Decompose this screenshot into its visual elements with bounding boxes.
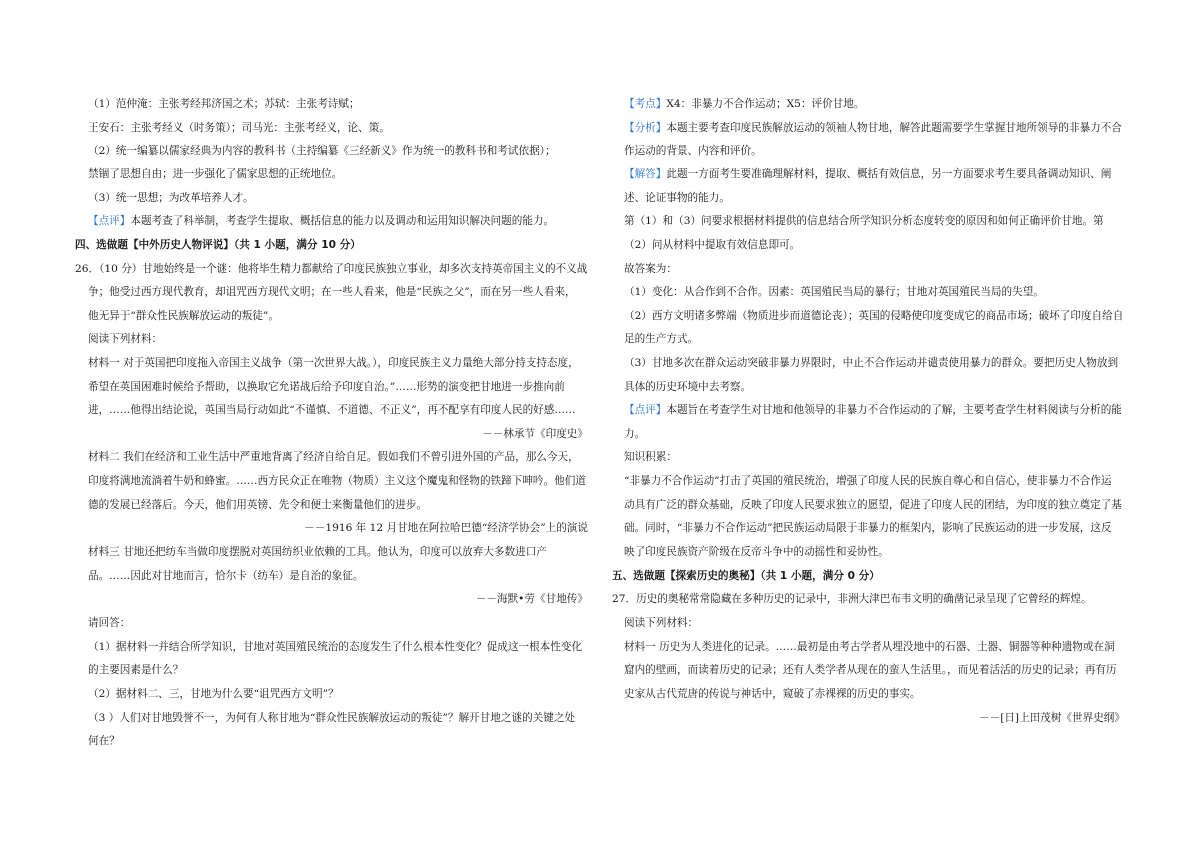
line-text: 品。……因此对甘地而言，恰尔卡（纺车）是自治的象征。 [88,570,364,582]
line-text: 26．（10 分）甘地始终是一个谜：他将毕生精力都献给了印度民族独立事业，却多次支持英帝国主义的不义战 [75,263,588,275]
text-line [88,734,120,748]
line-text: 王安石：主张考经义（时务策）；司马光：主张考经义，论、策。 [88,122,390,134]
text-line [624,545,889,559]
text-line [88,356,579,370]
line-text: －－1916 年 12 月甘地在阿拉哈巴德“经济学协会”上的演说 [304,522,588,534]
line-text: 27．历史的奥秘常常隐藏在多种历史的记录中，非洲大津巴布韦文明的确凿记录呈现了它曾经的辉煌。 [612,593,1092,605]
text-line [624,214,1104,228]
line-text: 五、选做题【探索历史的奥秘】（共 1 小题，满分 0 分） [612,570,880,582]
text-line [88,474,586,488]
text-line [75,262,587,276]
text-line [624,640,1115,654]
line-text: 他无异于“群众性民族解放运动的叛徒”。 [88,310,279,322]
text-line [88,309,279,323]
text-line [624,309,1123,323]
text-line [482,427,588,441]
line-text: （2）统一编纂以儒家经典为内容的教科书（主持编纂《三经新义》作为统一的教科书和考试依据）； [88,145,556,157]
line-text: 材料三 甘地还把纺车当做印度摆脱对英国纺织业依赖的工具。他认为，印度可以放弃大多数进口产 [88,546,547,558]
line-text: 阅读下列材料： [88,333,163,345]
section-tag: 【点评】 [88,215,131,227]
line-text: 进，……他得出结论说，英国当局行动如此“不谨慎、不道德、不正义”，再不配享有印度人民的好感…… [88,404,576,416]
section-tag: 【分析】 [624,122,667,134]
line-text: －－海默•劳《甘地传》 [475,593,588,605]
line-text: （2）西方文明诸多弊端（物质进步而道德论丧）；英国的侵略使印度变成它的商品市场；破坏了印度自给自 [624,310,1124,322]
line-text: 映了印度民族资产阶级在反帝斗争中的动摇性和妥协性。 [624,546,889,558]
text-line [624,97,864,111]
text-line [624,474,1112,488]
line-text: 足的生产方式。 [624,333,699,345]
text-line [624,521,1112,535]
text-line [88,569,363,583]
line-text: （1）变化：从合作到不合作。因素：英国殖民当局的暴行；甘地对英国殖民当局的失望。 [624,286,1044,298]
text-line [624,427,645,441]
text-line [624,450,677,464]
text-line [88,285,576,299]
text-line [88,332,162,346]
line-text: 第（1）和（3）问要求根据材料提供的信息结合所学知识分析态度转变的原因和如何正确评价甘地。第 [624,215,1104,227]
section-tag: 【解答】 [624,168,667,180]
line-text: 请回答： [88,617,131,629]
line-text: 故答案为： [624,263,677,275]
section-tag: 【考点】 [624,98,667,110]
text-line [624,238,800,252]
section-heading [75,238,361,252]
line-text: 印度将满地流淌着牛奶和蜂蜜。……西方民众正在唯物（物质）主义这个魔鬼和怪物的铁蹄下呻吟。他们道 [88,475,586,487]
line-text: 具体的历史环境中去考察。 [624,381,752,393]
text-line [624,687,921,701]
line-text: 阅读下列材料： [624,617,699,629]
text-line [88,545,547,559]
line-text: （1）范仲淹：主张考经邦济国之术；苏轼：主张考诗赋； [88,98,360,110]
text-line [624,616,698,630]
line-text: 德的发展已经落后。今天，他们用英镑、先令和便士来衡量他们的进步。 [88,499,427,511]
text-line [624,332,698,346]
text-line [624,262,677,276]
line-text: 材料一 对于英国把印度拖入帝国主义战争（第一次世界大战。），印度民族主义力量绝大部分持支持态度， [88,357,579,369]
line-text: －－林承节《印度史》 [482,428,588,440]
text-line [979,711,1125,725]
line-text: 本题旨在考查学生对甘地和他领导的非暴力不合作运动的了解，主要考查学生材料阅读与分析的能 [666,404,1122,416]
text-line [88,403,576,417]
line-text: 述、论证事物的能力。 [624,192,730,204]
line-text: 力。 [624,428,646,440]
text-line [624,191,730,205]
text-line [88,498,427,512]
line-text: “非暴力不合作运动”打击了英国的殖民统治，增强了印度人民的民族自尊心和自信心，使非暴力不合作运 [624,475,1112,487]
text-line [624,144,762,158]
line-text: 窟内的壁画，而读着历史的记录；还有人类学者从现在的蛮人生活里。，而见着活活的历史的记录；再有历 [624,664,1117,676]
line-text: （3 ）人们对甘地毁誉不一，为何有人称甘地为“群众性民族解放运动的叛徒”？解开甘地之谜的关键之处 [88,712,576,724]
section-heading [612,569,880,583]
section-tag: 【点评】 [624,404,667,416]
text-line [624,167,1111,181]
line-text: 禁锢了思想自由；进一步强化了儒家思想的正统地位。 [88,168,343,180]
line-text: （2）据材料二、三，甘地为什么要“诅咒西方文明”？ [88,688,339,700]
text-line [88,616,130,630]
line-text: 此题一方面考生要准确理解材料，提取、概括有效信息，另一方面要求考生要具备调动知识、阐 [666,168,1112,180]
line-text: 材料一 历史为人类进化的记录。……最初是由考古学者从埋没地中的石器、土器、铜器等种种遗物或在洞 [624,641,1115,653]
line-text: 材料二 我们在经济和工业生活中严重地背离了经济自给自足。假如我们不曾引进外国的产品，那么今天， [88,451,579,463]
line-text: （2）问从材料中提取有效信息即可。 [624,239,801,251]
text-line [88,663,183,677]
text-line [612,592,1092,606]
line-text: 争；他受过西方现代教育，却诅咒西方现代文明；在一些人看来，他是“民族之父”，而在另一些人看来， [88,286,576,298]
text-line [88,167,342,181]
line-text: 何在？ [88,735,120,747]
text-line [476,592,588,606]
text-line [88,380,565,394]
text-line [624,403,1122,417]
line-text: （1）据材料一并结合所学知识，甘地对英国殖民统治的态度发生了什么根本性变化？促成这一根本性变化 [88,641,583,653]
text-line [624,121,1122,135]
text-line [88,97,360,111]
line-text: 础。同时，“非暴力不合作运动”把民族运动局限于非暴力的框架内，影响了民族运动的进一步发展，这反 [624,522,1112,534]
line-text: －－[日]上田茂树《世界史纲》 [979,712,1125,724]
line-text: 动具有广泛的群众基础，反映了印度人民要求独立的愿望，促进了印度人民的团结，为印度的独立奠定了基 [624,499,1122,511]
line-text: 知识积累： [624,451,677,463]
text-line [88,191,254,205]
text-line [88,450,579,464]
line-text: （3）甘地多次在群众运动突破非暴力界限时，中止不合作运动并谴责使用暴力的群众。要把历史人物放到 [624,357,1119,369]
line-text: 的主要因素是什么？ [88,664,184,676]
text-line [624,380,751,394]
text-line [88,640,582,654]
text-line [88,144,556,158]
text-line [624,356,1118,370]
line-text: 史家从古代荒唐的传说与神话中，窥破了赤裸裸的历史的事实。 [624,688,921,700]
line-text: 本题主要考查印度民族解放运动的领袖人物甘地，解答此题需要学生掌握甘地所领导的非暴力不合 [666,122,1122,134]
text-line [304,521,588,535]
line-text: 希望在英国困难时候给予帮助，以换取它允诺战后给予印度自治。”……形势的演变把甘地进一步推向前 [88,381,565,393]
line-text: 四、选做题【中外历史人物评说】（共 1 小题，满分 10 分） [75,239,361,251]
line-text: X4：非暴力不合作运动；X5：评价甘地。 [666,98,865,110]
text-line [88,214,554,228]
line-text: 作运动的背景、内容和评价。 [624,145,762,157]
line-text: 本题考查了科举制，考查学生提取、概括信息的能力以及调动和运用知识解决问题的能力。 [130,215,555,227]
text-line [624,285,1044,299]
text-line [88,711,575,725]
text-line [624,663,1117,677]
text-line [624,498,1122,512]
text-line [88,687,339,701]
line-text: （3）统一思想；为改革培养人才。 [88,192,254,204]
text-line [88,121,390,135]
